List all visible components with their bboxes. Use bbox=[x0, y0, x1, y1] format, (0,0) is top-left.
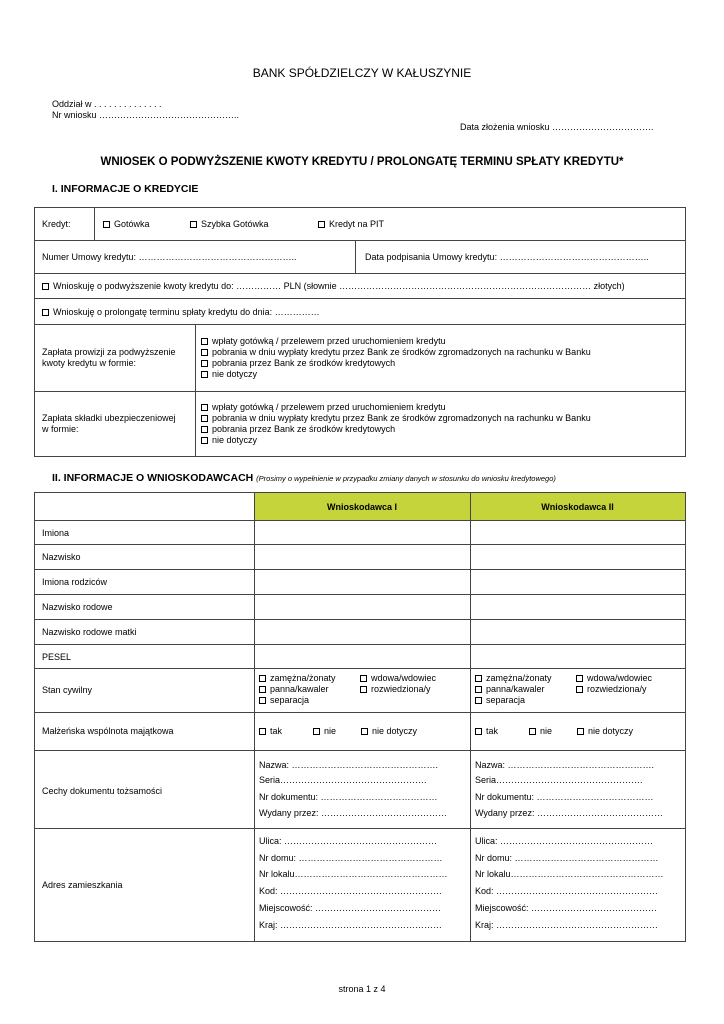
marital-widowed-a1[interactable]: wdowa/wdowiec bbox=[360, 673, 436, 684]
agreement-number-field[interactable]: Numer Umowy kredytu: …………………………………………….. bbox=[42, 252, 297, 262]
insurance-option-credit[interactable]: pobrania przez Bank ze środków kredytowych bbox=[201, 424, 591, 435]
marital-married-a2[interactable]: zamężna/żonaty bbox=[475, 673, 552, 684]
id-name-field-a1[interactable]: Nazwa: …………………………………………. bbox=[259, 760, 439, 770]
applicant2-header: Wnioskodawca II bbox=[541, 502, 614, 512]
row-label-nazwisko-rodowe: Nazwisko rodowe bbox=[42, 602, 113, 612]
property-no-a1[interactable]: nie bbox=[313, 726, 336, 737]
row-label-dokument: Cechy dokumentu tożsamości bbox=[42, 786, 163, 796]
insurance-option-account[interactable]: pobrania w dniu wypłaty kredytu przez Bank ze środków zgromadzonych na rachunku w Banku bbox=[201, 413, 591, 424]
marital-separated-a1[interactable]: separacja bbox=[259, 695, 309, 706]
checkbox-icon bbox=[360, 675, 367, 682]
marital-single-a1[interactable]: panna/kawaler bbox=[259, 684, 329, 695]
id-issued-field-a1[interactable]: Wydany przez: …………………………………… bbox=[259, 808, 447, 818]
branch-field[interactable]: Oddział w . . . . . . . . . . . . . . bbox=[52, 99, 162, 109]
application-number-field[interactable]: Nr wniosku ……………………………………….. bbox=[52, 110, 240, 120]
commission-option-credit[interactable]: pobrania przez Bank ze środków kredytowych bbox=[201, 358, 591, 369]
id-name-field-a2[interactable]: Nazwa: …………………………………………. bbox=[475, 760, 655, 770]
checkbox-icon bbox=[475, 675, 482, 682]
checkbox-icon bbox=[360, 686, 367, 693]
checkbox-szybka-gotowka[interactable]: Szybka Gotówka bbox=[190, 219, 269, 229]
marital-separated-a2[interactable]: separacja bbox=[475, 695, 525, 706]
row-label-stan-cywilny: Stan cywilny bbox=[42, 685, 93, 695]
id-number-field-a2[interactable]: Nr dokumentu: ………………………………… bbox=[475, 792, 654, 802]
checkbox-icon bbox=[259, 686, 266, 693]
row-label-imiona-rodzicow: Imiona rodziców bbox=[42, 577, 108, 587]
insurance-option-cash[interactable]: wpłaty gotówką / przelewem przed uruchomieniem kredytu bbox=[201, 402, 591, 413]
checkbox-icon bbox=[475, 728, 482, 735]
checkbox-icon bbox=[529, 728, 536, 735]
increase-request-checkbox[interactable]: Wnioskuję o podwyższenie kwoty kredytu do: …………… PLN (słownie ………………………………………………………………………… złotych) bbox=[42, 281, 625, 291]
checkbox-icon bbox=[259, 675, 266, 682]
address-house-a1[interactable]: Nr domu: ………………………………………… bbox=[259, 853, 443, 863]
section1-heading: I. INFORMACJE O KREDYCIE bbox=[52, 183, 199, 195]
checkbox-icon bbox=[361, 728, 368, 735]
commission-options bbox=[201, 336, 591, 380]
property-no-a2[interactable]: nie bbox=[529, 726, 552, 737]
address-house-a2[interactable]: Nr domu: ………………………………………… bbox=[475, 853, 659, 863]
marital-widowed-a2[interactable]: wdowa/wdowiec bbox=[576, 673, 652, 684]
checkbox-icon bbox=[201, 437, 208, 444]
marital-single-a2[interactable]: panna/kawaler bbox=[475, 684, 545, 695]
checkbox-icon bbox=[576, 686, 583, 693]
commission-option-cash[interactable]: wpłaty gotówką / przelewem przed uruchomieniem kredytu bbox=[201, 336, 591, 347]
checkbox-icon bbox=[475, 697, 482, 704]
address-postcode-a1[interactable]: Kod: ……………………………………………… bbox=[259, 886, 443, 896]
property-na-a2[interactable]: nie dotyczy bbox=[577, 726, 633, 737]
form-title: WNIOSEK O PODWYŻSZENIE KWOTY KREDYTU / PROLONGATĘ TERMINU SPŁATY KREDYTU* bbox=[100, 156, 624, 168]
commission-option-na[interactable]: nie dotyczy bbox=[201, 369, 591, 380]
id-issued-field-a2[interactable]: Wydany przez: …………………………………… bbox=[475, 808, 663, 818]
address-flat-a2[interactable]: Nr lokalu…………………………………………… bbox=[475, 869, 664, 879]
row-label-pesel: PESEL bbox=[42, 652, 72, 662]
address-city-a2[interactable]: Miejscowość: …………………………………… bbox=[475, 903, 658, 913]
property-na-a1[interactable]: nie dotyczy bbox=[361, 726, 417, 737]
checkbox-icon bbox=[201, 360, 208, 367]
insurance-option-na[interactable]: nie dotyczy bbox=[201, 435, 591, 446]
checkbox-icon bbox=[42, 283, 49, 290]
checkbox-icon bbox=[201, 404, 208, 411]
applicant1-header: Wnioskodawca I bbox=[326, 502, 397, 512]
checkbox-icon bbox=[201, 415, 208, 422]
insurance-options bbox=[201, 402, 591, 446]
address-street-a2[interactable]: Ulica: …………………………………………… bbox=[475, 836, 654, 846]
checkbox-icon bbox=[259, 697, 266, 704]
address-country-a1[interactable]: Kraj: ……………………………………………… bbox=[259, 920, 443, 930]
id-series-field-a2[interactable]: Seria…………………………………………. bbox=[475, 775, 643, 785]
marital-divorced-a1[interactable]: rozwiedziona/y bbox=[360, 684, 431, 695]
commission-label: Zapłata prowizji za podwyższenie kwoty kredytu w formie: bbox=[42, 347, 176, 368]
checkbox-icon bbox=[201, 338, 208, 345]
checkbox-icon bbox=[42, 309, 49, 316]
id-series-field-a1[interactable]: Seria…………………………………………. bbox=[259, 775, 427, 785]
address-country-a2[interactable]: Kraj: ……………………………………………… bbox=[475, 920, 659, 930]
prolong-request-checkbox[interactable]: Wnioskuję o prolongatę terminu spłaty kredytu do dnia: …………… bbox=[42, 307, 320, 317]
property-yes-a2[interactable]: tak bbox=[475, 726, 498, 737]
agreement-date-field[interactable]: Data podpisania Umowy kredytu: ………………………………………….. bbox=[365, 252, 649, 262]
checkbox-icon bbox=[103, 221, 110, 228]
row-label-nazwisko-rodowe-matki: Nazwisko rodowe matki bbox=[42, 627, 137, 637]
checkbox-icon bbox=[259, 728, 266, 735]
row-label-nazwisko: Nazwisko bbox=[42, 552, 81, 562]
section2-note: (Prosimy o wypełnienie w przypadku zmiany danych w stosunku do wniosku kredytowego) bbox=[256, 474, 556, 483]
marital-married-a1[interactable]: zamężna/żonaty bbox=[259, 673, 336, 684]
address-flat-a1[interactable]: Nr lokalu…………………………………………… bbox=[259, 869, 448, 879]
submission-date-field[interactable]: Data złożenia wniosku ……………………………. bbox=[460, 122, 654, 132]
row-label-adres: Adres zamieszkania bbox=[42, 880, 123, 890]
checkbox-icon bbox=[201, 426, 208, 433]
checkbox-gotowka[interactable]: Gotówka bbox=[103, 219, 150, 229]
section2-heading: II. INFORMACJE O WNIOSKODAWCACH (Prosimy o wypełnienie w przypadku zmiany danych w stosunku do wniosku kredytowego) bbox=[52, 472, 556, 484]
checkbox-icon bbox=[313, 728, 320, 735]
row-label-imiona: Imiona bbox=[42, 528, 70, 538]
checkbox-icon bbox=[577, 728, 584, 735]
checkbox-icon bbox=[201, 349, 208, 356]
checkbox-icon bbox=[190, 221, 197, 228]
property-yes-a1[interactable]: tak bbox=[259, 726, 282, 737]
row-label-wspolnota: Małżeńska wspólnota majątkowa bbox=[42, 726, 174, 736]
commission-option-account[interactable]: pobrania w dniu wypłaty kredytu przez Bank ze środków zgromadzonych na rachunku w Banku bbox=[201, 347, 591, 358]
insurance-label: Zapłata składki ubezpieczeniowej w formie: bbox=[42, 413, 176, 434]
marital-divorced-a2[interactable]: rozwiedziona/y bbox=[576, 684, 647, 695]
address-postcode-a2[interactable]: Kod: ……………………………………………… bbox=[475, 886, 659, 896]
address-street-a1[interactable]: Ulica: …………………………………………… bbox=[259, 836, 438, 846]
checkbox-icon bbox=[201, 371, 208, 378]
credit-label: Kredyt: bbox=[42, 219, 71, 229]
checkbox-icon bbox=[576, 675, 583, 682]
checkbox-icon bbox=[475, 686, 482, 693]
checkbox-icon bbox=[318, 221, 325, 228]
address-city-a1[interactable]: Miejscowość: …………………………………… bbox=[259, 903, 442, 913]
checkbox-kredyt-na-pit[interactable]: Kredyt na PIT bbox=[318, 219, 384, 229]
id-number-field-a1[interactable]: Nr dokumentu: ………………………………… bbox=[259, 792, 438, 802]
bank-name: BANK SPÓŁDZIELCZY W KAŁUSZYNIE bbox=[252, 66, 472, 80]
page-number: strona 1 z 4 bbox=[338, 984, 386, 994]
